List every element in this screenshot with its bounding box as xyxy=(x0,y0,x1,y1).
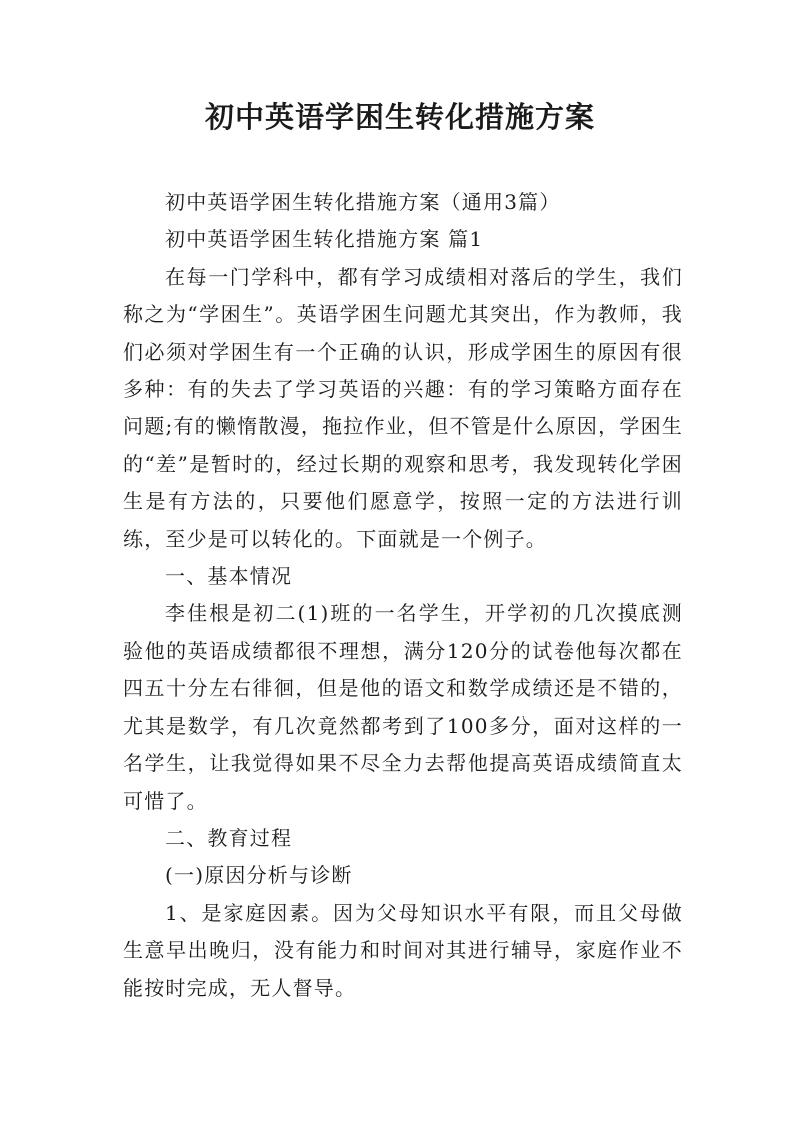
document-body xyxy=(123,184,683,1007)
heading-cause-analysis: (一)原因分析与诊断 xyxy=(165,863,353,888)
basic-situation-paragraph: 李佳根是初二(1)班的一名学生，开学初的几次摸底测验他的英语成绩都很不理想，满分120分的试卷他每次都在四五十分左右徘徊，但是他的语文和数学成绩还是不错的，尤其是数学，有几次竟然都考到了100多分，面对这样的一名学生，让我觉得如果不尽全力去帮他提高英语成绩简直太可惜了。 xyxy=(123,601,683,813)
intro-paragraph: 在每一门学科中，都有学习成绩相对落后的学生，我们称之为“学困生”。英语学困生问题尤其突出，作为教师，我们必须对学困生有一个正确的认识，形成学困生的原因有很多种：有的失去了学习英语的兴趣：有的学习策略方面存在问题;有的懒惰散漫，拖拉作业，但不管是什么原因，学困生的“差”是暂时的，经过长期的观察和思考，我发现转化学困生是有方法的，只要他们愿意学，按照一定的方法进行训练，至少是可以转化的。下面就是一个例子。 xyxy=(123,264,683,551)
document-title: 初中英语学困生转化措施方案 xyxy=(204,100,595,134)
subtitle-paragraph: 初中英语学困生转化措施方案（通用3篇） xyxy=(165,190,561,214)
heading-basic-situation: 一、基本情况 xyxy=(165,564,293,589)
family-factor-paragraph: 1、是家庭因素。因为父母知识水平有限，而且父母做生意早出晚归，没有能力和时间对其进行辅导，家庭作业不能按时完成，无人督导。 xyxy=(123,900,683,1000)
heading-education-process: 二、教育过程 xyxy=(165,825,293,850)
section-heading-part1: 初中英语学困生转化措施方案 篇1 xyxy=(165,227,484,252)
